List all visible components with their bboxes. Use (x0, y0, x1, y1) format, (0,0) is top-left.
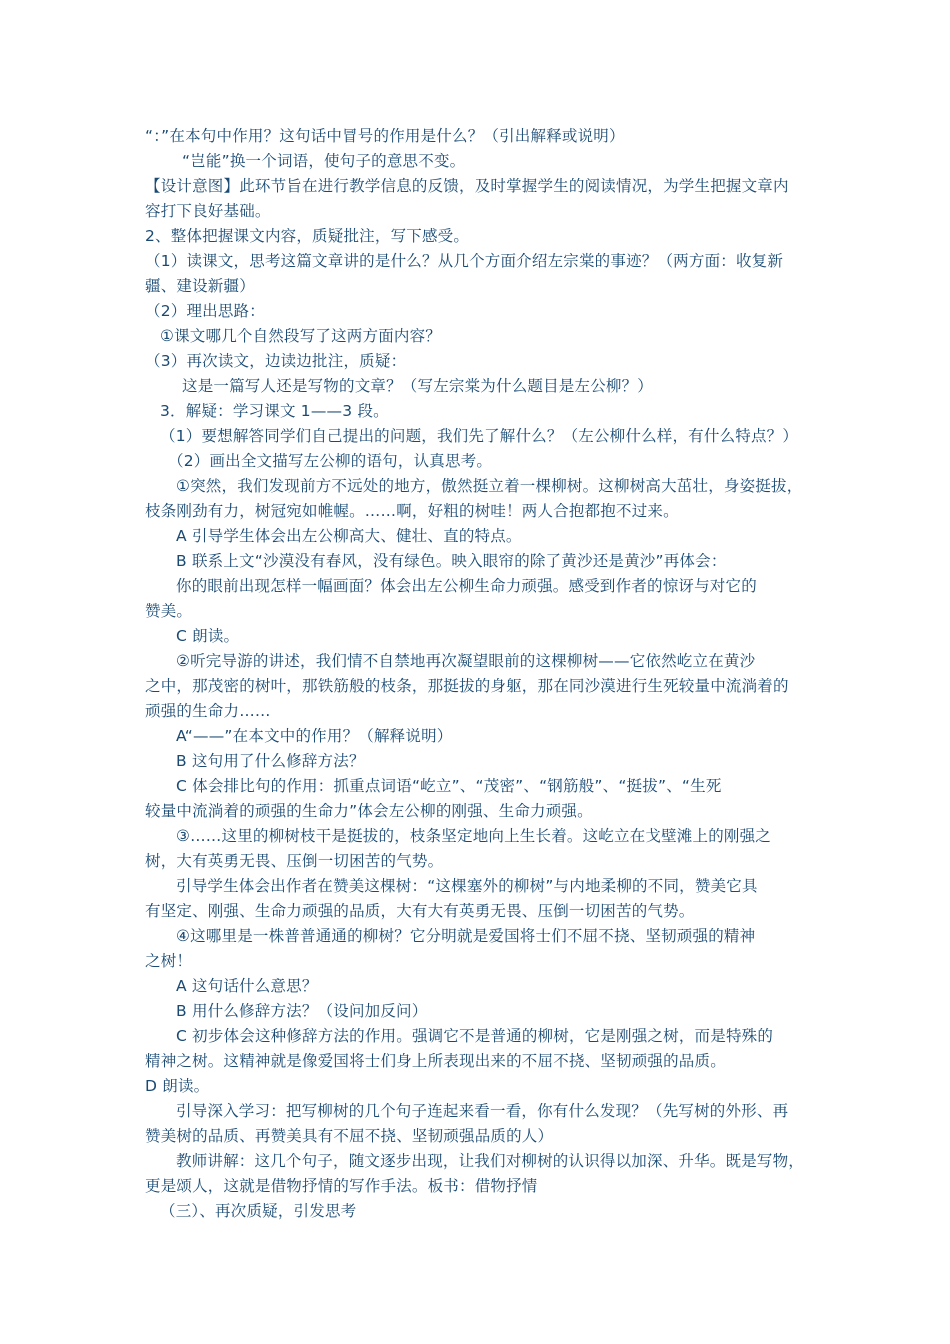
text-line: 容打下良好基础。 (145, 202, 271, 220)
text-line: B 联系上文“沙漠没有春风，没有绿色。映入眼帘的除了黄沙还是黄沙”再体会： (176, 552, 727, 570)
text-line: 教师讲解：这几个句子，随文逐步出现，让我们对柳树的认识得以加深、升华。既是写物， (176, 1152, 805, 1170)
text-line: ④这哪里是一株普普通通的柳树？它分明就是爱国将士们不屈不挠、坚韧顽强的精神 (176, 927, 756, 945)
text-line: 顽强的生命力…… (145, 702, 271, 720)
text-line: ②听完导游的讲述，我们情不自禁地再次凝望眼前的这棵柳树——它依然屹立在黄沙 (176, 652, 756, 670)
text-line: （1）读课文，思考这篇文章讲的是什么？从几个方面介绍左宗棠的事迹？（两方面：收复新 (145, 252, 784, 270)
text-line: A 引导学生体会出左公柳高大、健壮、直的特点。 (176, 527, 522, 545)
text-line: 2、整体把握课文内容，质疑批注，写下感受。 (145, 227, 470, 245)
text-line: ③……这里的柳树枝干是挺拔的，枝条坚定地向上生长着。这屹立在戈壁滩上的刚强之 (176, 827, 771, 845)
text-line: A 这句话什么意思？ (176, 977, 318, 995)
text-line: 赞美。 (145, 602, 193, 620)
text-line: 3．解疑：学习课文 1——3 段。 (160, 402, 389, 420)
text-line: C 体会排比句的作用：抓重点词语“屹立”、“茂密”、“钢筋般”、“挺拔”、“生死 (176, 777, 722, 795)
text-line: 枝条刚劲有力，树冠宛如帷幄。……啊，好粗的树哇！两人合抱都抱不过来。 (145, 502, 679, 520)
text-line: ①课文哪几个自然段写了这两方面内容？ (160, 327, 441, 345)
text-line: 之树！ (145, 952, 193, 970)
text-line: B 用什么修辞方法？（设问加反问） (176, 1002, 428, 1020)
text-line: 更是颂人，这就是借物抒情的写作手法。板书：借物抒情 (145, 1177, 538, 1195)
text-line: “岂能”换一个词语，使句子的意思不变。 (182, 152, 466, 170)
text-line: A“——”在本文中的作用？（解释说明） (176, 727, 453, 745)
text-line: 引导学生体会出作者在赞美这棵树：“这棵塞外的柳树”与内地柔柳的不同，赞美它具 (176, 877, 758, 895)
text-line: C 朗读。 (176, 627, 240, 645)
text-line: 引导深入学习：把写柳树的几个句子连起来看一看，你有什么发现？（先写树的外形、再 (176, 1102, 789, 1120)
text-line: 疆、建设新疆） (145, 277, 255, 295)
text-line: （2）理出思路： (145, 302, 265, 320)
text-line: 有坚定、刚强、生命力顽强的品质，大有大有英勇无畏、压倒一切困苦的气势。 (145, 902, 695, 920)
text-line: （3）再次读文，边读边批注，质疑： (145, 352, 407, 370)
text-line: 这是一篇写人还是写物的文章？（写左宗棠为什么题目是左公柳？） (182, 377, 654, 395)
text-line: （三）、再次质疑，引发思考 (160, 1202, 357, 1220)
text-line: 你的眼前出现怎样一幅画面？体会出左公柳生命力顽强。感受到作者的惊讶与对它的 (176, 577, 757, 595)
text-line: 树，大有英勇无畏、压倒一切困苦的气势。 (145, 852, 444, 870)
text-line: 之中，那茂密的树叶，那铁筋般的枝条，那挺拔的身躯，那在同沙漠进行生死较量中流淌着的 (145, 677, 789, 695)
text-line: （1）要想解答同学们自己提出的问题，我们先了解什么？（左公柳什么样，有什么特点？） (160, 427, 799, 445)
text-line: D 朗读。 (145, 1077, 210, 1095)
text-line: （2）画出全文描写左公柳的语句，认真思考。 (168, 452, 493, 470)
text-line: 较量中流淌着的顽强的生命力”体会左公柳的刚强、生命力顽强。 (145, 802, 593, 820)
text-line: ①突然，我们发现前方不远处的地方，傲然挺立着一棵柳树。这柳树高大茁壮，身姿挺拔， (176, 477, 803, 495)
text-line: 精神之树。这精神就是像爱国将士们身上所表现出来的不屈不挠、坚韧顽强的品质。 (145, 1052, 726, 1070)
text-line: B 这句用了什么修辞方法？ (176, 752, 365, 770)
text-line: C 初步体会这种修辞方法的作用。强调它不是普通的柳树，它是刚强之树，而是特殊的 (176, 1027, 774, 1045)
text-line: 【设计意图】此环节旨在进行教学信息的反馈，及时掌握学生的阅读情况，为学生把握文章内 (145, 177, 789, 195)
text-line: “：”在本句中作用？这句话中冒号的作用是什么？（引出解释或说明） (145, 127, 625, 145)
text-line: 赞美树的品质、再赞美具有不屈不挠、坚韧顽强品质的人） (145, 1127, 554, 1145)
